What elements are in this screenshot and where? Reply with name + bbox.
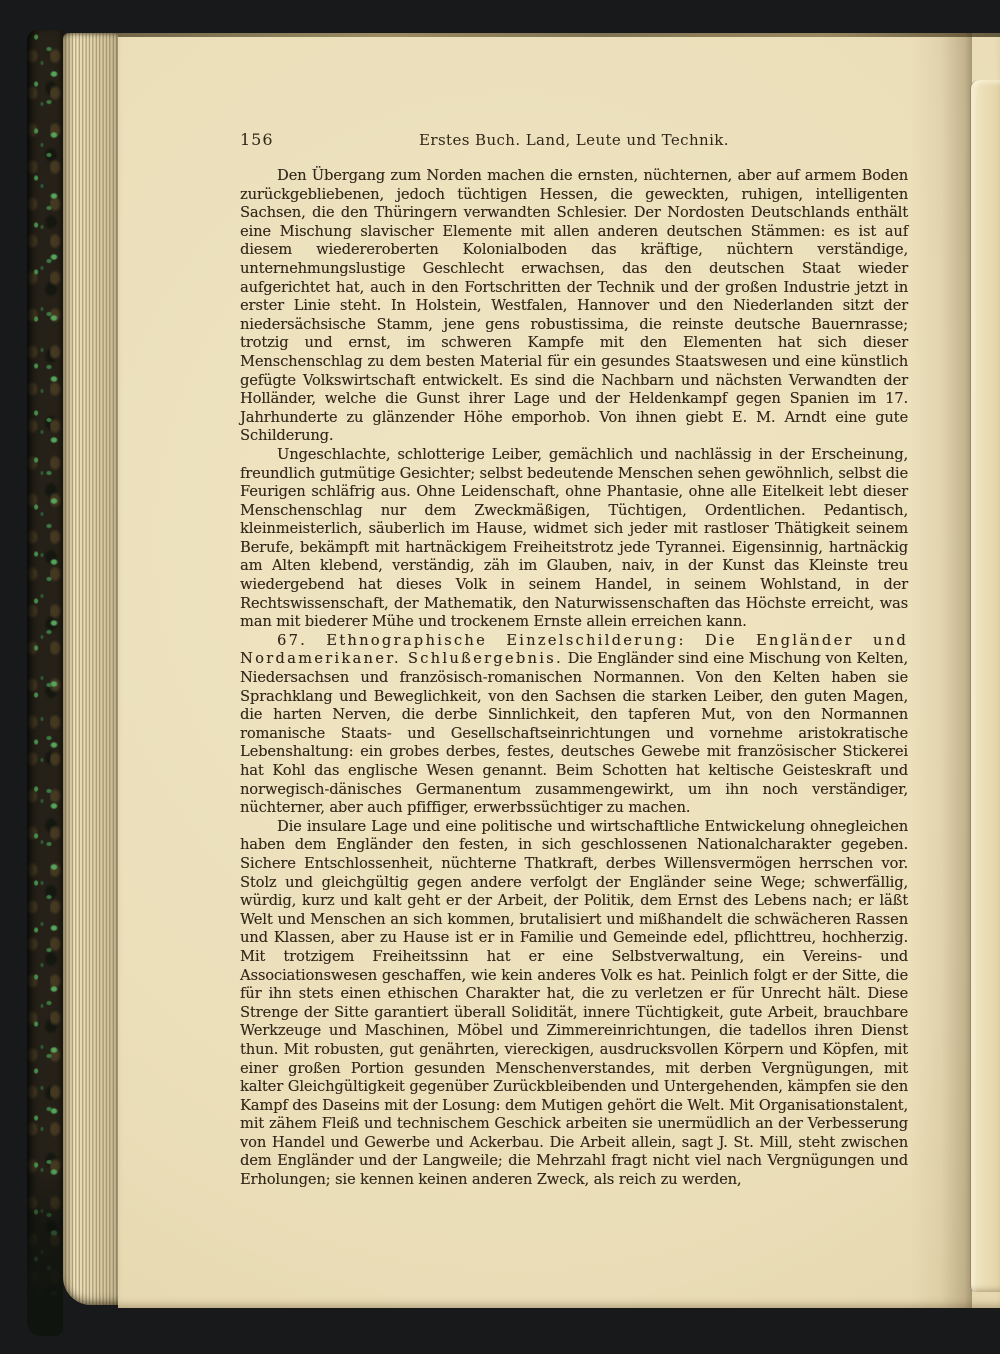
page-number: 156 (240, 130, 274, 149)
paragraph-2: Ungeschlachte, schlotterige Leiber, gemächlich und nachlässig in der Erscheinung, freundlich gutmütige Gesichter; selbst bedeutende Menschen sehen gewöhnlich, selbst die Feurigen schläfrig aus. Ohne Leidenschaft, ohne Phantasie, ohne alle Eitelkeit lebt dieser Menschenschlag nur dem Zweckmäßigen, Tüchtigen, Ordentlichen. Pedantisch, kleinmeisterlich, säuberlich im Hause, widmet sich jeder mit rastloser Thätigkeit seinem Berufe, bekämpft mit hartnäckigem Freiheitstrotz jede Tyrannei. Eigensinnig, hartnäckig am Alten klebend, verständig, zäh im Glauben, naiv, in der Kunst das Kleinste treu wiedergebend hat dieses Volk in seinem Handel, in seinem Wohlstand, in der Rechtswissenschaft, der Mathematik, den Naturwissenschaften das Höchste erreicht, was man mit biederer Mühe und trockenem Ernste allein erreichen kann. (240, 445, 908, 631)
book-page (118, 33, 1000, 1308)
page-content (240, 130, 908, 1190)
page-edges-stack (63, 33, 118, 1305)
running-head (240, 130, 908, 151)
paragraph-4: Die insulare Lage und eine politische und wirtschaftliche Entwickelung ohnegleichen haben dem Engländer den festen, in sich geschlossenen Nationalcharakter gegeben. Sichere Entschlossenheit, nüchterne Thatkraft, derbes Willensvermögen herrschen vor. Stolz und gleichgültig gegen andere verfolgt der Engländer seine Wege; schwerfällig, würdig, kurz und kalt geht er der Arbeit, der Politik, dem Ernst des Lebens nach; er läßt Welt und Menschen an sich kommen, brutalisiert und mißhandelt die schwächeren Rassen und Klassen, aber zu Hause ist er in Familie und Gemeinde edel, pflichttreu, hochherzig. Mit trotzigem Freiheitssinn hat er eine Selbstverwaltung, ein Vereins- und Associationswesen geschaffen, wie kein anderes Volk es hat. Peinlich folgt er der Sitte, die für ihn stets einen ethischen Charakter hat, die zu verletzen er für Unrecht hält. Diese Strenge der Sitte garantiert überall Solidität, innere Tüchtigkeit, gute Arbeit, brauchbare Werkzeuge und Maschinen, Möbel und Zimmereinrichtungen, die tadellos ihren Dienst thun. Mit robusten, gut genährten, viereckigen, ausdrucksvollen Körpern und Köpfen, mit einer großen Portion gesunden Menschenverstandes, mit derben Vergnügungen, mit kalter Gleichgültigkeit gegenüber Zurückbleibenden und Untergehenden, kämpfen sie den Kampf des Daseins mit der Losung: dem Mutigen gehört die Welt. Mit Organisationstalent, mit zähem Fleiß und technischem Geschick arbeiten sie unermüdlich an der Verbesserung von Handel und Gewerbe und Ackerbau. Die Arbeit allein, sagt J. St. Mill, steht zwischen dem Engländer und der Langweile; die Mehrzahl fragt nicht viel nach Vergnügungen und Erholungen; sie kennen keinen anderen Zweck, als reich zu werden, (240, 817, 908, 1189)
paragraph-3 (240, 632, 908, 818)
paragraph-3-text: Die Engländer sind eine Mischung von Kelten, Niedersachsen und französisch-romanischen Normannen. Von den Kelten haben sie Sprachklang und Beweglichkeit, von den Sachsen die starken Leiber, den guten Magen, die harten Nerven, die derbe Sinnlichkeit, den tapferen Mut, von den Normannen romanische Staats- und Gesellschaftseinrichtungen und vornehme aristokratische Lebenshaltung: ein grobes derbes, festes, deutsches Gewebe mit französischer Stickerei hat Kohl das englische Wesen genannt. Beim Schotten hat keltische Geisteskraft und norwegisch-dänisches Germanentum zusammengewirkt, um ihn noch verständiger, nüchterner, aber auch pfiffiger, erwerbssüchtiger zu machen. (240, 650, 908, 817)
page-top-edge (118, 33, 1000, 37)
facing-page-edge (970, 80, 1000, 1292)
book-spine (27, 30, 63, 1330)
paragraph-1: Den Übergang zum Norden machen die ernsten, nüchternen, aber auf armem Boden zurückgebliebenen, jedoch tüchtigen Hessen, die geweckten, ruhigen, intelligenten Sachsen, die den Thüringern verwandten Schlesier. Der Nordosten Deutschlands enthält eine Mischung slavischer Elemente mit allen anderen deutschen Stämmen: es ist auf diesem wiedereroberten Kolonialboden das kräftige, nüchtern verständige, unternehmungslustige Geschlecht erwachsen, das den deutschen Staat wieder aufgerichtet hat, auch in den Fortschritten der Technik und der großen Industrie jetzt in erster Linie steht. In Holstein, Westfalen, Hannover und den Niederlanden sitzt der niedersächsische Stamm, jene gens robustissima, die reinste deutsche Bauernrasse; trotzig und ernst, im schweren Kampfe mit den Elementen hat sich dieser Menschenschlag zu dem besten Material für ein gesundes Staatswesen und eine künstlich gefügte Volkswirtschaft entwickelt. Es sind die Nachbarn und nächsten Verwandten der Holländer, welche die Gunst ihrer Lage und der Heldenkampf gegen Spanien im 17. Jahrhunderte zu glänzender Höhe emporhob. Von ihnen giebt E. M. Arndt eine gute Schilderung. (240, 167, 908, 445)
body-text (240, 167, 908, 1190)
gutter-fold-shadow (910, 33, 972, 1308)
section-heading: 67. Ethnographische Einzelschilderung: Die Engländer und Nordamerikaner. Schlußergebnis. (240, 631, 908, 668)
running-header-title: Erstes Buch. Land, Leute und Technik. (419, 131, 729, 149)
